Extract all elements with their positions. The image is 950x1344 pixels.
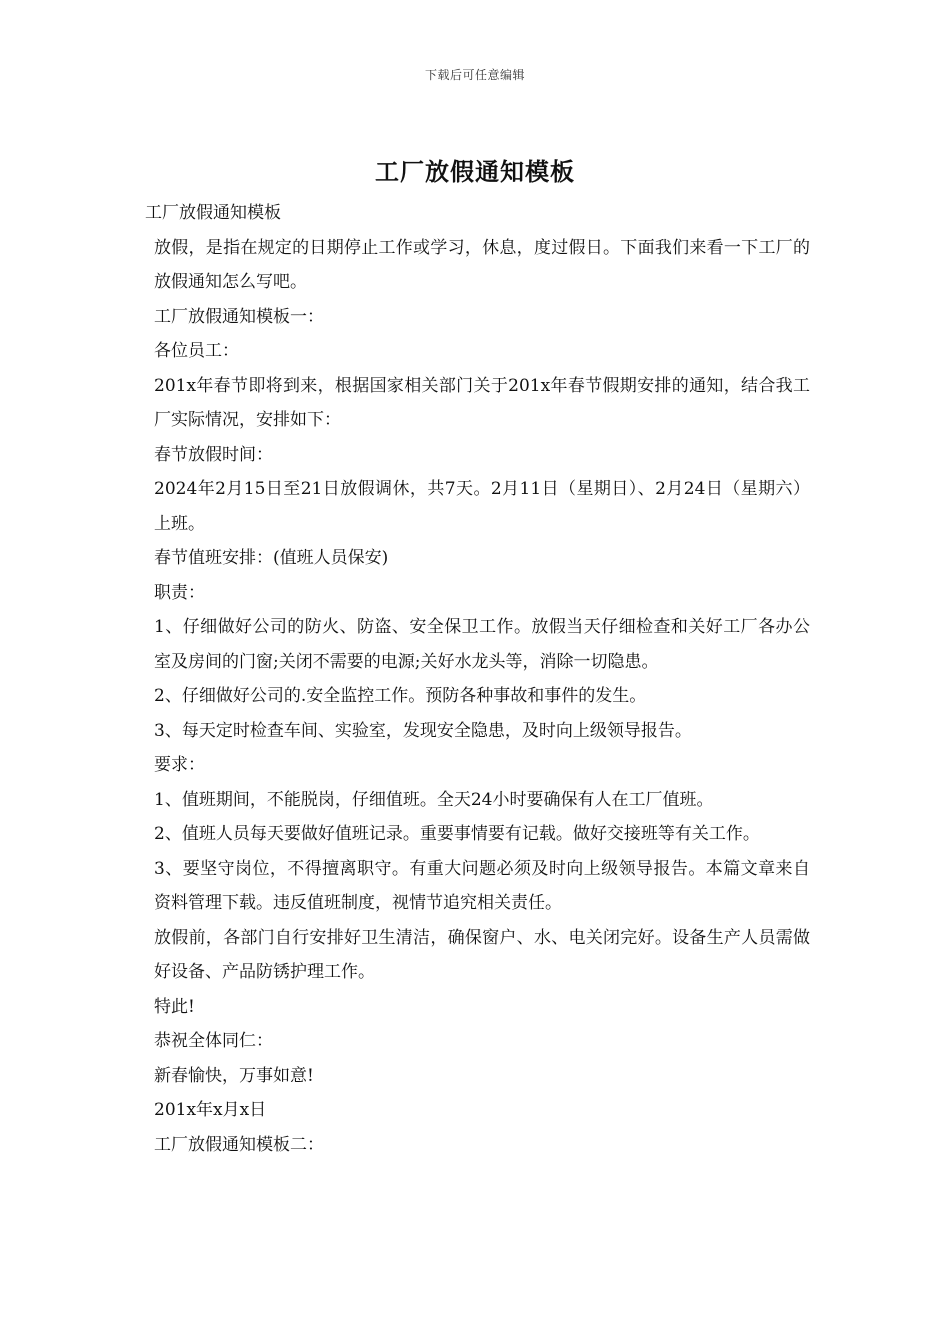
paragraph-greeting: 恭祝全体同仁： xyxy=(154,1031,273,1051)
paragraph-duty-1: 1、仔细做好公司的防火、防盗、安全保卫工作。放假当天仔细检查和关好工厂各办公室及房间的门窗;关闭不需要的电源;关好水龙头等，消除一切隐患。 xyxy=(154,617,810,672)
paragraph-duties-label: 职责： xyxy=(154,582,205,603)
paragraph-pre-holiday: 放假前，各部门自行安排好卫生清洁，确保窗户、水、电关闭完好。设备生产人员需做好设备、产品防锈护理工作。 xyxy=(154,927,810,982)
document-title: 工厂放假通知模板 xyxy=(375,157,575,186)
paragraph-salutation: 各位员工： xyxy=(154,341,239,361)
paragraph-date: 201x年x月x日 xyxy=(154,1100,267,1120)
paragraph-requirement-2: 2、值班人员每天要做好值班记录。重要事情要有记载。做好交接班等有关工作。 xyxy=(154,824,760,844)
paragraph-template-two-heading: 工厂放假通知模板二： xyxy=(154,1134,324,1155)
paragraph-requirement-1: 1、值班期间，不能脱岗，仔细值班。全天24小时要确保有人在工厂值班。 xyxy=(154,789,714,810)
paragraph-holiday-time: 2024年2月15日至21日放假调休，共7天。2月11日（星期日）、2月24日（星期六）上班。 xyxy=(154,479,810,534)
header-note: 下载后可任意编辑 xyxy=(424,68,525,82)
paragraph-wishes: 新春愉快，万事如意! xyxy=(154,1065,314,1086)
paragraph-notice: 201x年春节即将到来，根据国家相关部门关于201x年春节假期安排的通知，结合我工厂实际情况，安排如下： xyxy=(154,375,810,430)
paragraph-duty-arrangement: 春节值班安排：(值班人员保安) xyxy=(154,548,389,568)
paragraph-hereby: 特此! xyxy=(154,996,195,1017)
paragraph-subtitle: 工厂放假通知模板 xyxy=(145,203,281,223)
document-body xyxy=(145,196,810,1162)
paragraph-requirement-3: 3、要坚守岗位，不得擅离职守。有重大问题必须及时向上级领导报告。本篇文章来自资料管理下载。违反值班制度，视情节追究相关责任。 xyxy=(154,858,810,913)
paragraph-duty-3: 3、每天定时检查车间、实验室，发现安全隐患，及时向上级领导报告。 xyxy=(154,720,692,741)
paragraph-duty-2: 2、仔细做好公司的.安全监控工作。预防各种事故和事件的发生。 xyxy=(154,686,647,706)
paragraph-requirements-label: 要求： xyxy=(154,755,205,775)
paragraph-template-one-heading: 工厂放假通知模板一： xyxy=(154,306,324,327)
paragraph-intro: 放假，是指在规定的日期停止工作或学习，休息，度过假日。下面我们来看一下工厂的放假通知怎么写吧。 xyxy=(154,237,810,292)
paragraph-holiday-time-label: 春节放假时间： xyxy=(154,444,273,465)
